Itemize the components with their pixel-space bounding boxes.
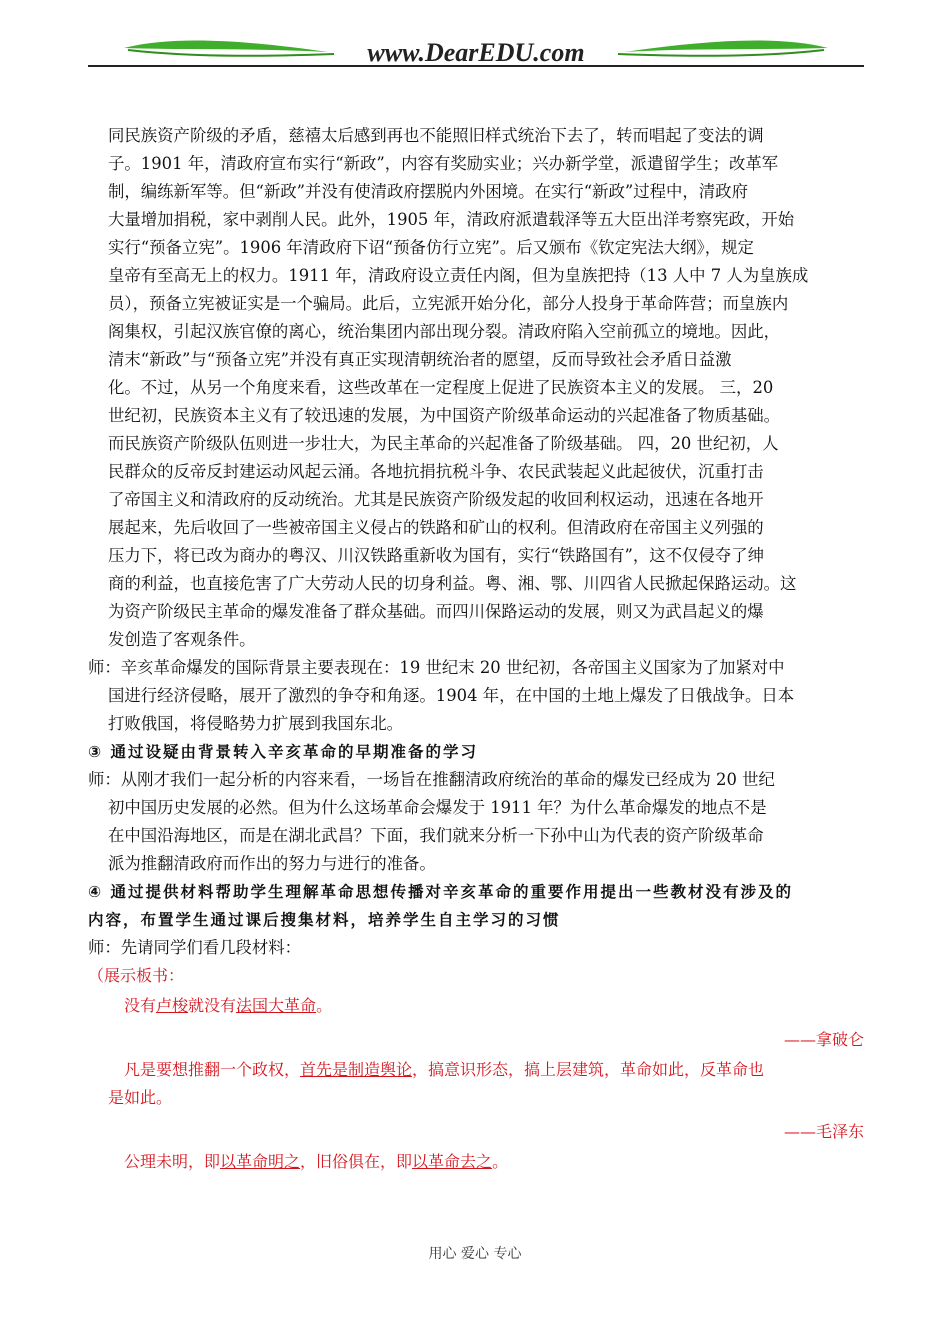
text-line: 打败俄国，将侵略势力扩展到我国东北。 xyxy=(108,714,404,733)
text-line: 大量增加捐税，家中剥削人民。此外，1905 年，清政府派遣载泽等五大臣出洋考察宪政，开始 xyxy=(108,210,795,229)
text-line: 而民族资产阶级队伍则进一步壮大，为民主革命的兴起准备了阶级基础。 四，20 世纪初，人 xyxy=(108,434,779,453)
text-line: 化。不过，从另一个角度来看，这些改革在一定程度上促进了民族资本主义的发展。 三，20 xyxy=(108,378,774,397)
text-line: 皇帝有至高无上的权力。1911 年，清政府设立责任内阁，但为皇族把持（13 人中 7 人为皇族成 xyxy=(108,266,809,285)
text-line: 为资产阶级民主革命的爆发准备了群众基础。而四川保路运动的发展，则又为武昌起义的爆 xyxy=(108,602,764,621)
step-heading-4: ④ 通过提供材料帮助学生理解革命思想传播对辛亥革命的重要作用提出一些教材没有涉及的 内容，布置学生通过课后搜集材料，培养学生自主学习的习惯 xyxy=(88,883,794,929)
quote-rousseau: 没有卢梭就没有法国大革命。 xyxy=(124,996,333,1015)
quote-author-napoleon: ——拿破仑 xyxy=(783,1030,864,1049)
text-line: 员），预备立宪被证实是一个骗局。此后，立宪派开始分化，部分人投身于革命阵营；而皇族内 xyxy=(108,294,789,313)
quote-mao-line1: 凡是要想推翻一个政权，首先是制造舆论，搞意识形态，搞上层建筑，革命如此，反革命也 xyxy=(124,1060,765,1079)
text-line: 师：辛亥革命爆发的国际背景主要表现在：19 世纪末 20 世纪初，各帝国主义国家为了加紧对中 xyxy=(88,658,785,677)
header-rule xyxy=(88,65,864,67)
text-line: 了帝国主义和清政府的反动统治。尤其是民族资产阶级发起的收回利权运动，迅速在各地开 xyxy=(108,490,764,509)
text-line: 师：从刚才我们一起分析的内容来看，一场旨在推翻清政府统治的革命的爆发已经成为 20 世纪 xyxy=(88,770,775,789)
text-line: 阁集权，引起汉族官僚的离心，统治集团内部出现分裂。清政府陷入空前孤立的境地。因此， xyxy=(108,322,781,341)
text-line: 在中国沿海地区，而是在湖北武昌？下面，我们就来分析一下孙中山为代表的资产阶级革命 xyxy=(108,826,764,845)
text-line: 展起来，先后收回了一些被帝国主义侵占的铁路和矿山的权利。但清政府在帝国主义列强的 xyxy=(108,518,764,537)
text-line: 同民族资产阶级的矛盾，慈禧太后感到再也不能照旧样式统治下去了，转而唱起了变法的调 xyxy=(108,126,764,145)
document-body xyxy=(88,122,868,1176)
teacher-remark-2 xyxy=(88,766,868,878)
teacher-remark-3: 师：先请同学们看几段材料： xyxy=(88,938,302,957)
board-display xyxy=(88,962,868,1176)
quote-revolution: 公理未明，即以革命明之，旧俗俱在，即以革命去之。 xyxy=(124,1152,509,1171)
text-line: 国进行经济侵略，展开了激烈的争夺和角逐。1904 年，在中国的土地上爆发了日俄战争。日本 xyxy=(108,686,795,705)
text-line: 商的利益，也直接危害了广大劳动人民的切身利益。粤、湘、鄂、川四省人民掀起保路运动。这 xyxy=(108,574,797,593)
text-line: 派为推翻清政府而作出的努力与进行的准备。 xyxy=(108,854,436,873)
text-line: 发创造了客观条件。 xyxy=(108,630,256,649)
text-line: 实行“预备立宪”。1906 年清政府下诏“预备仿行立宪”。后又颁布《钦定宪法大纲》，规定 xyxy=(108,238,754,257)
text-line: 初中国历史发展的必然。但为什么这场革命会爆发于 1911 年？为什么革命爆发的地点不是 xyxy=(108,798,767,817)
site-logo: www.DearEDU.com xyxy=(367,38,585,67)
quote-mao-line2: 是如此。 xyxy=(108,1088,173,1107)
quote-author-mao: ——毛泽东 xyxy=(783,1122,864,1141)
teacher-remark-1 xyxy=(88,654,868,738)
page-footer: 用心 爱心 专心 xyxy=(428,1246,522,1262)
text-line: 民群众的反帝反封建运动风起云涌。各地抗捐抗税斗争、农民武装起义此起彼伏，沉重打击 xyxy=(108,462,764,481)
page-header xyxy=(88,30,864,70)
text-line: 清末“新政”与“预备立宪”并没有真正实现清朝统治者的愿望，反而导致社会矛盾日益激 xyxy=(108,350,732,369)
step-heading-3: ③ 通过设疑由背景转入辛亥革命的早期准备的学习 xyxy=(88,743,479,761)
text-line: 世纪初，民族资本主义有了较迅速的发展，为中国资产阶级革命运动的兴起准备了物质基础。 xyxy=(108,406,781,425)
text-line: 压力下，将已改为商办的粤汉、川汉铁路重新收为国有，实行“铁路国有”，这不仅侵夺了绅 xyxy=(108,546,764,565)
text-line: 子。1901 年，清政府宣布实行“新政”，内容有奖励实业；兴办新学堂，派遣留学生；改革军 xyxy=(108,154,779,173)
body-paragraph xyxy=(88,122,868,654)
text-line: 制，编练新军等。但“新政”并没有使清政府摆脱内外困境。在实行“新政”过程中，清政府 xyxy=(108,182,748,201)
board-intro: （展示板书： xyxy=(88,966,185,985)
